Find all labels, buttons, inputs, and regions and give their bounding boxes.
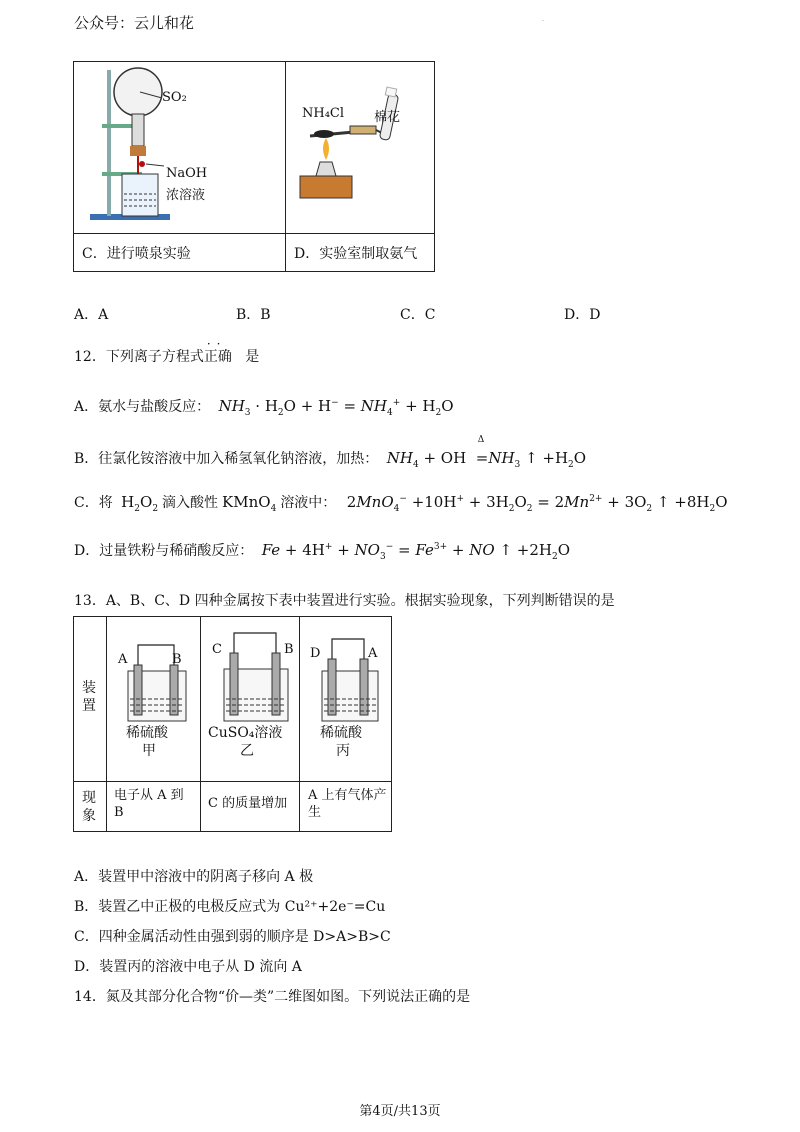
q13-option-b[interactable]: B．装置乙中正极的电极反应式为 Cu²⁺+2e⁻=Cu: [74, 899, 386, 915]
q13-option-d[interactable]: D．装置丙的溶液中电子从 D 流向 A: [74, 959, 302, 975]
concentrated-solution-label: 浓溶液: [166, 188, 206, 203]
decor-dot: ·: [542, 18, 544, 25]
nh4cl-label: NH₄Cl: [302, 106, 345, 121]
electrode-a-label: A: [118, 652, 128, 667]
header-title: 公众号：云儿和花: [74, 14, 195, 32]
naoh-label: NaOH: [166, 166, 208, 181]
q12-stem-pre: 12．下列离子方程式: [74, 349, 204, 365]
cotton-label: 棉花: [374, 110, 401, 125]
fountain-apparatus-drawing: [80, 64, 280, 230]
device-name-bing: 丙: [336, 743, 350, 759]
electrode-c-label: C: [212, 642, 222, 657]
row-label-phenomenon: 现象: [82, 790, 96, 824]
solution-jia: 稀硫酸: [126, 725, 168, 741]
phenomenon-jia: 电子从 A 到 B: [114, 788, 184, 820]
device-name-yi: 乙: [240, 743, 254, 759]
so2-label: SO₂: [162, 90, 187, 105]
q12-stem-emph: ·· 正确: [203, 337, 232, 365]
caption-d: D．实验室制取氨气: [294, 246, 418, 262]
q13-stem: 13．A、B、C、D 四种金属按下表中装置进行实验。根据实验现象，下列判断错误的是: [74, 593, 615, 609]
page-footer: 第4页/共13页: [359, 1104, 441, 1119]
device-name-jia: 甲: [142, 743, 156, 759]
electrode-b-label: B: [172, 652, 182, 667]
q11-option-c[interactable]: C．C: [400, 307, 436, 323]
solution-yi: CuSO₄溶液: [208, 725, 283, 741]
apparatus-table: [73, 61, 435, 272]
row-label-device: 装置: [82, 680, 96, 714]
ammonia-apparatus-drawing: [288, 64, 434, 230]
q13-option-c[interactable]: C．四种金属活动性由强到弱的顺序是 D>A>B>C: [74, 929, 391, 945]
q11-option-d[interactable]: D．D: [564, 307, 601, 323]
electrode-d-label: D: [310, 646, 321, 661]
device-yi-drawing: [210, 623, 296, 725]
q12-option-c[interactable]: C．将 $H_2O_2$ 滴入酸性 KMnO$_4$ 溶液中： $2MnO_4^- +10H^+ + 3H_2O_2 = 2Mn^{2+} + 3O_2$ ↑ $+8H_2O$: [74, 493, 728, 514]
solution-bing: 稀硫酸: [320, 725, 362, 741]
q12-option-b[interactable]: B．往氯化铵溶液中加入稀氢氧化钠溶液，加热： $NH_4$ + OH Δ $=NH_3$ ↑ $+H_2O$: [74, 435, 587, 470]
q14-stem: 14．氮及其部分化合物“价—类”二维图如图。下列说法正确的是: [74, 989, 471, 1005]
q13-table: [73, 616, 392, 832]
q12-stem: [74, 337, 260, 366]
electrode-b2-label: B: [284, 642, 294, 657]
electrode-a2-label: A: [368, 646, 378, 661]
device-bing-drawing: [308, 625, 388, 725]
q11-option-b[interactable]: B．B: [236, 307, 271, 323]
q12-option-d[interactable]: D．过量铁粉与稀硝酸反应： $Fe + 4H^+ + NO_3^- = Fe^{3+}$ + NO ↑ $+2H_2O$: [74, 541, 571, 562]
q12-option-a[interactable]: A．氨水与盐酸反应： $NH_3 \cdot H_2O + H^- = NH_4^+ + H_2O$: [74, 397, 454, 418]
phenomenon-yi: C 的质量增加: [208, 796, 288, 811]
q13-option-a[interactable]: A．装置甲中溶液中的阴离子移向 A 极: [74, 869, 314, 885]
q11-option-a[interactable]: A．A: [74, 307, 109, 323]
q12-stem-post: 是: [245, 349, 260, 365]
device-jia-drawing: [114, 625, 194, 725]
caption-c: C．进行喷泉实验: [82, 246, 191, 262]
phenomenon-bing: A 上有气体产生: [308, 788, 387, 820]
